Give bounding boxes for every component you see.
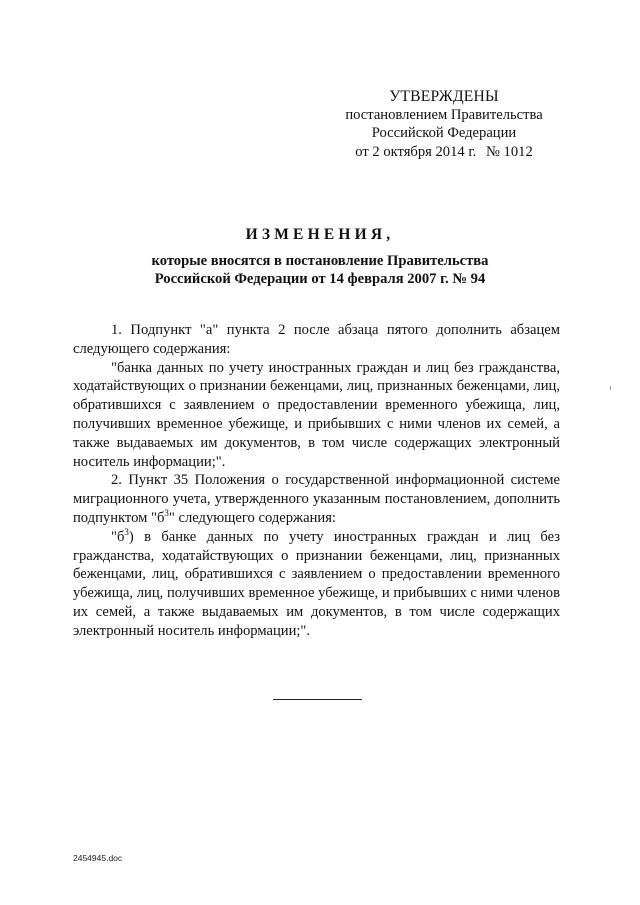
scan-speck bbox=[610, 386, 611, 390]
approval-line-1: постановлением Правительства bbox=[345, 107, 543, 124]
paragraph-4-end: ) в банке данных по учету иностранных граждан и лиц без гражданства, ходатайствующих о признании беженцами, лиц, признанных беженцами, лиц, обратившихся с заявлением о предоставлении временного убежища, лиц, получивших временное убежище, и прибывших с ними членов их семей, а также выдаваемых им документов, в том числе содержащих электронный носитель информации;". bbox=[73, 528, 560, 639]
approval-line-2: Российской Федерации bbox=[371, 125, 517, 142]
approval-date-line bbox=[330, 143, 558, 161]
paragraph-4-start: "б bbox=[111, 528, 125, 545]
paragraph-3-superscript: 3 bbox=[164, 507, 169, 518]
subtitle-line-2: Российской Федерации от 14 февраля 2007 г. № 94 bbox=[154, 271, 486, 288]
approval-block bbox=[330, 88, 558, 161]
paragraph-4 bbox=[73, 528, 560, 641]
paragraph-2: "банка данных по учету иностранных граждан и лиц без гражданства, ходатайствующих о признании беженцами, лиц, признанных беженцами, лиц, обратившихся с заявлением о предоставлении временного убежища, лиц, получивших временное убежище, и прибывших с ними членов их семей, а также выдаваемых им документов, в том числе содержащих электронный носитель информации;". bbox=[73, 359, 560, 470]
document-subtitle bbox=[0, 252, 640, 288]
document-title: ИЗМЕНЕНИЯ, bbox=[245, 226, 395, 243]
approval-date: от 2 октября 2014 г. bbox=[355, 143, 477, 160]
paragraph-4-superscript: 3 bbox=[124, 526, 129, 537]
document-body bbox=[73, 321, 560, 641]
paragraph-1: 1. Подпункт "а" пункта 2 после абзаца пятого дополнить абзацем следующего содержания: bbox=[73, 322, 560, 357]
paragraph-3-end: " следующего содержания: bbox=[168, 509, 336, 526]
paragraph-3 bbox=[73, 471, 560, 527]
end-separator-line bbox=[273, 699, 362, 700]
footer-filename: 2454945.doc bbox=[73, 853, 123, 863]
approval-heading: УТВЕРЖДЕНЫ bbox=[389, 88, 499, 105]
subtitle-line-1: которые вносятся в постановление Правительства bbox=[151, 253, 489, 269]
approval-number: № 1012 bbox=[485, 143, 533, 160]
paragraph-3-start: 2. Пункт 35 Положения о государственной информационной системе миграционного учета, утвержденного указанным постановлением, дополнить подпунктом "б bbox=[73, 472, 560, 526]
